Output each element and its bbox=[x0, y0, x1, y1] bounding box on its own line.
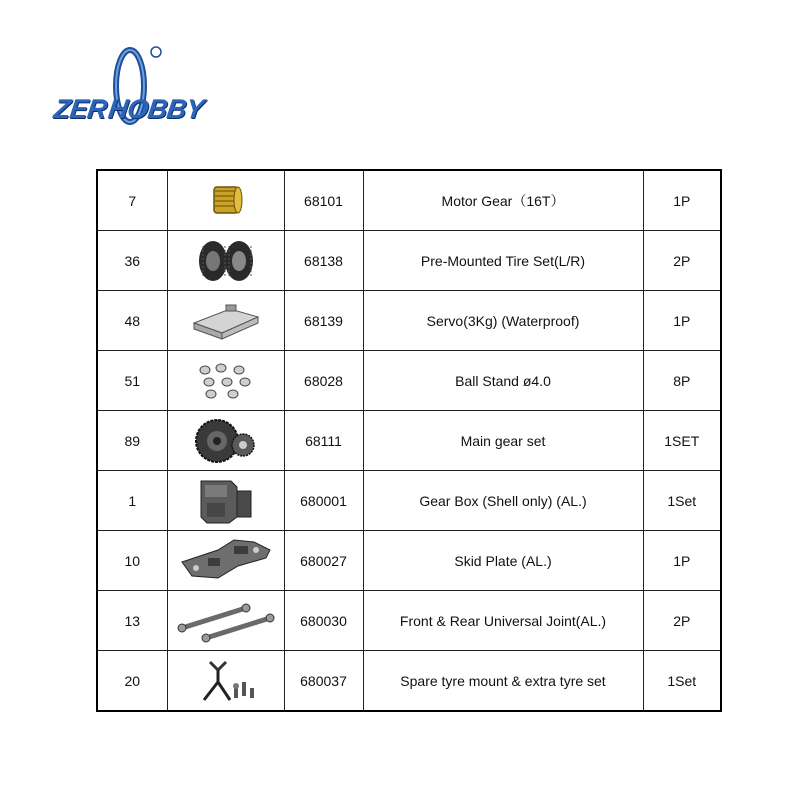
universal-joint-icon bbox=[176, 598, 276, 644]
part-code: 680037 bbox=[284, 651, 363, 712]
servo-icon bbox=[186, 299, 266, 343]
part-image bbox=[167, 170, 284, 231]
part-image bbox=[167, 591, 284, 651]
part-code: 68028 bbox=[284, 351, 363, 411]
part-number: 36 bbox=[97, 231, 167, 291]
part-qty: 1P bbox=[643, 291, 721, 351]
part-name: Gear Box (Shell only) (AL.) bbox=[363, 471, 643, 531]
part-number: 10 bbox=[97, 531, 167, 591]
part-number: 1 bbox=[97, 471, 167, 531]
skid-plate-icon bbox=[178, 536, 274, 586]
part-qty: 1SET bbox=[643, 411, 721, 471]
part-qty: 8P bbox=[643, 351, 721, 411]
table-row bbox=[97, 471, 721, 531]
part-image bbox=[167, 651, 284, 712]
main-gear-icon bbox=[191, 417, 261, 465]
table-row bbox=[97, 591, 721, 651]
part-qty: 1Set bbox=[643, 471, 721, 531]
part-name: Motor Gear（16T） bbox=[363, 170, 643, 231]
table-row bbox=[97, 531, 721, 591]
table-row bbox=[97, 411, 721, 471]
part-qty: 2P bbox=[643, 231, 721, 291]
parts-table bbox=[96, 169, 722, 712]
table-row bbox=[97, 651, 721, 712]
part-code: 680001 bbox=[284, 471, 363, 531]
gear-box-icon bbox=[193, 475, 259, 527]
part-name: Main gear set bbox=[363, 411, 643, 471]
table-row bbox=[97, 351, 721, 411]
part-number: 51 bbox=[97, 351, 167, 411]
part-qty: 2P bbox=[643, 591, 721, 651]
ball-stand-icon bbox=[191, 360, 261, 402]
part-image bbox=[167, 351, 284, 411]
part-image bbox=[167, 411, 284, 471]
part-name: Servo(3Kg) (Waterproof) bbox=[363, 291, 643, 351]
part-number: 48 bbox=[97, 291, 167, 351]
part-image bbox=[167, 471, 284, 531]
part-name: Front & Rear Universal Joint(AL.) bbox=[363, 591, 643, 651]
part-qty: 1Set bbox=[643, 651, 721, 712]
part-code: 68138 bbox=[284, 231, 363, 291]
table-row bbox=[97, 170, 721, 231]
part-image bbox=[167, 291, 284, 351]
part-image bbox=[167, 231, 284, 291]
spare-tyre-mount-icon bbox=[190, 656, 262, 706]
part-code: 68139 bbox=[284, 291, 363, 351]
part-code: 68111 bbox=[284, 411, 363, 471]
logo-graphic bbox=[48, 40, 268, 140]
part-number: 20 bbox=[97, 651, 167, 712]
part-number: 89 bbox=[97, 411, 167, 471]
part-code: 680030 bbox=[284, 591, 363, 651]
part-image bbox=[167, 531, 284, 591]
part-name: Ball Stand ø4.0 bbox=[363, 351, 643, 411]
part-number: 7 bbox=[97, 170, 167, 231]
part-name: Pre-Mounted Tire Set(L/R) bbox=[363, 231, 643, 291]
tire-set-icon bbox=[191, 238, 261, 284]
part-code: 680027 bbox=[284, 531, 363, 591]
part-qty: 1P bbox=[643, 170, 721, 231]
part-code: 68101 bbox=[284, 170, 363, 231]
part-number: 13 bbox=[97, 591, 167, 651]
table-row bbox=[97, 291, 721, 351]
logo-wordmark bbox=[52, 94, 206, 125]
part-qty: 1P bbox=[643, 531, 721, 591]
part-name: Skid Plate (AL.) bbox=[363, 531, 643, 591]
logo-text-a: ZER bbox=[51, 94, 109, 124]
part-name: Spare tyre mount & extra tyre set bbox=[363, 651, 643, 712]
table-row bbox=[97, 231, 721, 291]
motor-gear-icon bbox=[196, 181, 256, 221]
logo-text-b: HOBBY bbox=[106, 94, 206, 124]
brand-logo bbox=[48, 40, 268, 140]
